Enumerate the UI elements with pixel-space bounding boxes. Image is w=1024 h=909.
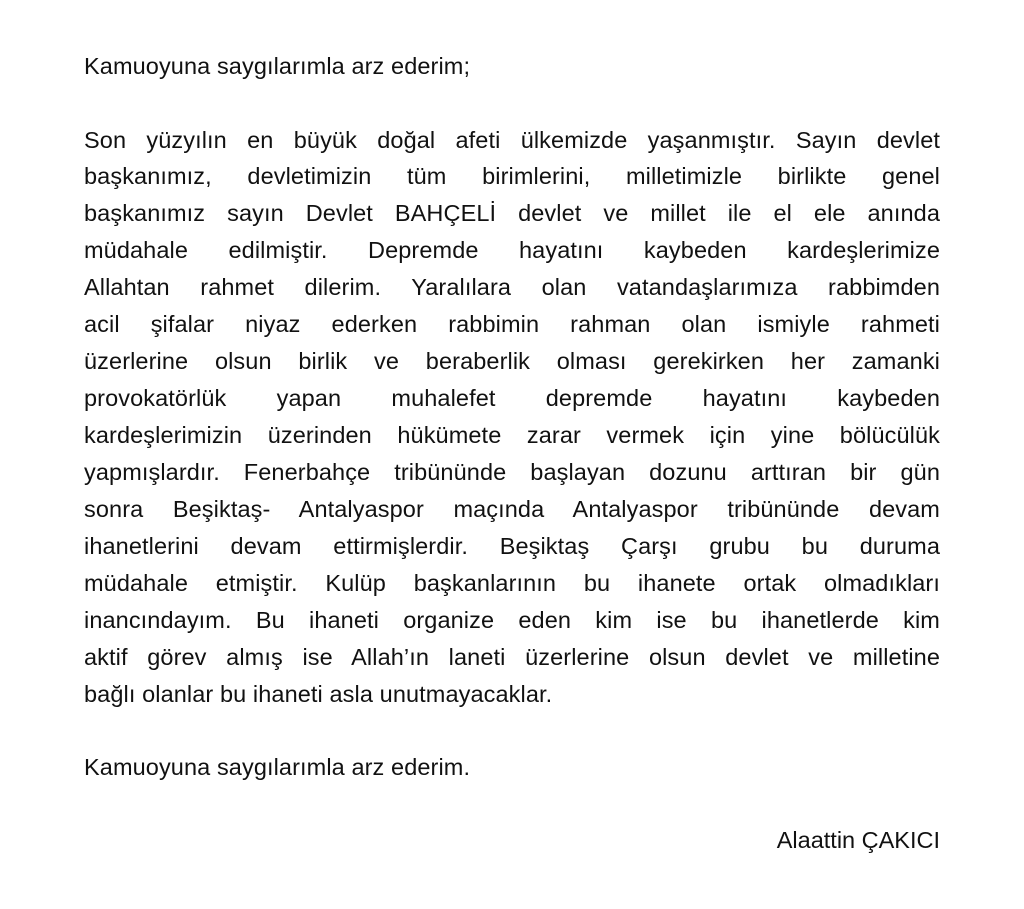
- body-line: inancındayım. Bu ihaneti organize eden kim ise bu ihanetlerde kim: [84, 607, 940, 633]
- body-line: Son yüzyılın en büyük doğal afeti ülkemizde yaşanmıştır. Sayın devlet: [84, 127, 940, 153]
- body-line: Allahtan rahmet dilerim. Yaralılara olan vatandaşlarımıza rabbimden: [84, 274, 940, 300]
- body-line: müdahale etmiştir. Kulüp başkanlarının bu ihanete ortak olmadıkları: [84, 570, 940, 596]
- closing-line: Kamuoyuna saygılarımla arz ederim.: [84, 754, 471, 780]
- body-line: müdahale edilmiştir. Depremde hayatını kaybeden kardeşlerimize: [84, 237, 940, 263]
- body-line-last: bağlı olanlar bu ihaneti asla unutmayacaklar.: [84, 681, 553, 707]
- body-line: ihanetlerini devam ettirmişlerdir. Beşiktaş Çarşı grubu bu duruma: [84, 533, 940, 559]
- body-line: sonra Beşiktaş- Antalyaspor maçında Antalyaspor tribününde devam: [84, 496, 940, 522]
- body-line: aktif görev almış ise Allah’ın laneti üzerlerine olsun devlet ve milletine: [84, 644, 940, 670]
- body-line: başkanımız, devletimizin tüm birimlerini, milletimizle birlikte genel: [84, 163, 940, 189]
- body-line: acil şifalar niyaz ederken rabbimin rahman olan ismiyle rahmeti: [84, 311, 940, 337]
- body-line: üzerlerine olsun birlik ve beraberlik olması gerekirken her zamanki: [84, 348, 940, 374]
- body-line: kardeşlerimizin üzerinden hükümete zarar vermek için yine bölücülük: [84, 422, 940, 448]
- opening-line: Kamuoyuna saygılarımla arz ederim;: [84, 53, 471, 79]
- signature: Alaattin ÇAKICI: [776, 827, 940, 853]
- body-line: başkanımız sayın Devlet BAHÇELİ devlet ve millet ile el ele anında: [84, 200, 940, 226]
- body-line: yapmışlardır. Fenerbahçe tribününde başlayan dozunu arttıran bir gün: [84, 459, 940, 485]
- body-line: provokatörlük yapan muhalefet depremde hayatını kaybeden: [84, 385, 940, 411]
